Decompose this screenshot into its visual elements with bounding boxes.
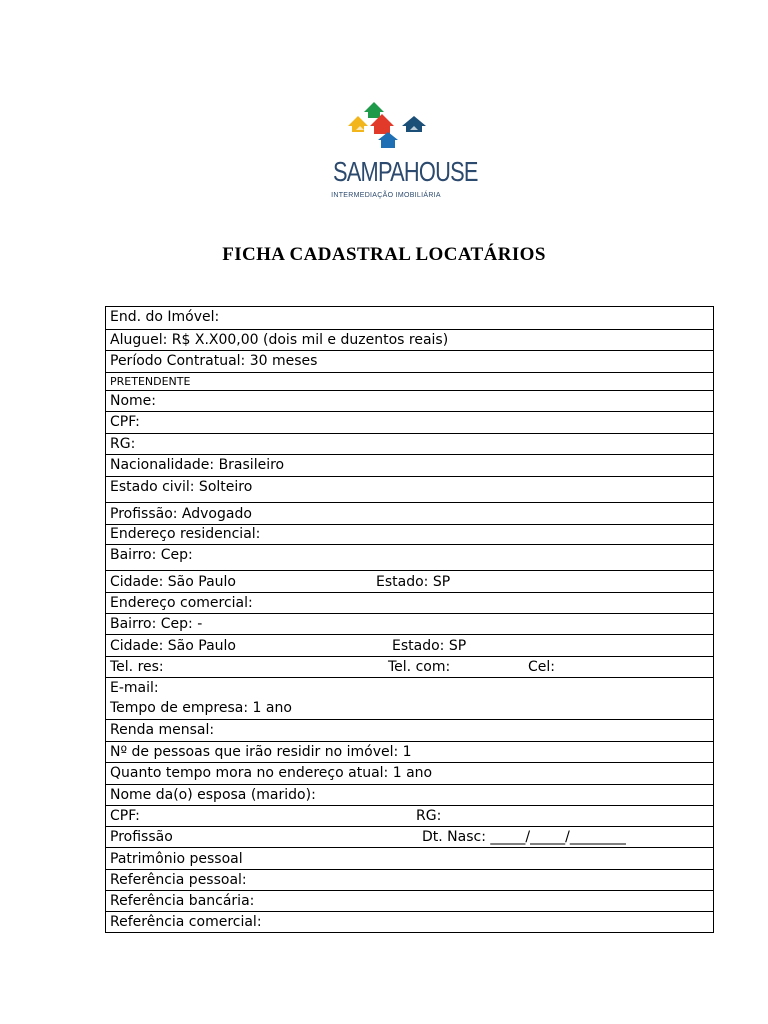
cel-label: Cel: (528, 659, 555, 675)
row-cpf[interactable]: CPF: (106, 411, 713, 433)
row-conjuge-nome[interactable]: Nome da(o) esposa (marido): (106, 784, 713, 805)
tel-com-label: Tel. com: (388, 659, 451, 675)
row-nome[interactable]: Nome: (106, 390, 713, 411)
conjuge-cpf-label: CPF: (110, 808, 140, 824)
row-renda[interactable]: Renda mensal: (106, 719, 713, 741)
row-periodo[interactable]: Período Contratual: 30 meses (106, 350, 713, 372)
row-conjuge-profissao-nasc[interactable] (106, 826, 713, 847)
houses-logo-icon (346, 98, 426, 156)
row-bairro-cep[interactable]: Bairro: Cep: (106, 544, 713, 570)
row-ref-pessoal[interactable]: Referência pessoal: (106, 869, 713, 890)
conjuge-rg-label: RG: (416, 808, 442, 824)
row-telefones[interactable] (106, 656, 713, 677)
registration-form (105, 306, 714, 933)
row-rg[interactable]: RG: (106, 433, 713, 454)
row-cidade-estado-comercial[interactable] (106, 634, 713, 656)
row-profissao[interactable]: Profissão: Advogado (106, 502, 713, 524)
row-conjuge-cpf-rg[interactable] (106, 805, 713, 826)
row-bairro-cep-comercial[interactable]: Bairro: Cep: - (106, 613, 713, 634)
row-patrimonio[interactable]: Patrimônio pessoal (106, 847, 713, 869)
row-email-tempo-empresa[interactable] (106, 677, 713, 719)
cidade-comercial-label: Cidade: São Paulo (110, 638, 236, 654)
estado-label: Estado: SP (376, 574, 451, 590)
brand-tagline: INTERMEDIAÇÃO IMOBILIÁRIA (331, 192, 441, 199)
row-cidade-estado[interactable] (106, 570, 713, 592)
tel-res-label: Tel. res: (110, 659, 164, 675)
company-logo (318, 98, 478, 208)
tempo-empresa-label: Tempo de empresa: 1 ano (110, 700, 292, 716)
row-pretendente-header: PRETENDENTE (106, 372, 713, 390)
row-pessoas[interactable]: Nº de pessoas que irão residir no imóvel: 1 (106, 741, 713, 762)
row-ref-comercial[interactable]: Referência comercial: (106, 911, 713, 932)
cidade-label: Cidade: São Paulo (110, 574, 236, 590)
page-title: FICHA CADASTRAL LOCATÁRIOS (222, 244, 546, 265)
row-aluguel[interactable]: Aluguel: R$ X.X00,00 (dois mil e duzentos reais) (106, 329, 713, 350)
row-endereco-comercial[interactable]: Endereço comercial: (106, 592, 713, 613)
row-nacionalidade[interactable]: Nacionalidade: Brasileiro (106, 454, 713, 476)
row-endereco-residencial[interactable]: Endereço residencial: (106, 524, 713, 544)
row-tempo-endereco[interactable]: Quanto tempo mora no endereço atual: 1 ano (106, 762, 713, 784)
row-ref-bancaria[interactable]: Referência bancária: (106, 890, 713, 911)
row-estado-civil[interactable]: Estado civil: Solteiro (106, 476, 713, 502)
conjuge-nasc-label: Dt. Nasc: _____/_____/________ (422, 829, 626, 845)
email-label: E-mail: (110, 680, 159, 696)
row-endereco-imovel[interactable]: End. do Imóvel: (110, 309, 220, 325)
conjuge-profissao-label: Profissão (110, 829, 173, 845)
estado-comercial-label: Estado: SP (392, 638, 467, 654)
brand-name: SAMPAHOUSE (332, 156, 478, 187)
